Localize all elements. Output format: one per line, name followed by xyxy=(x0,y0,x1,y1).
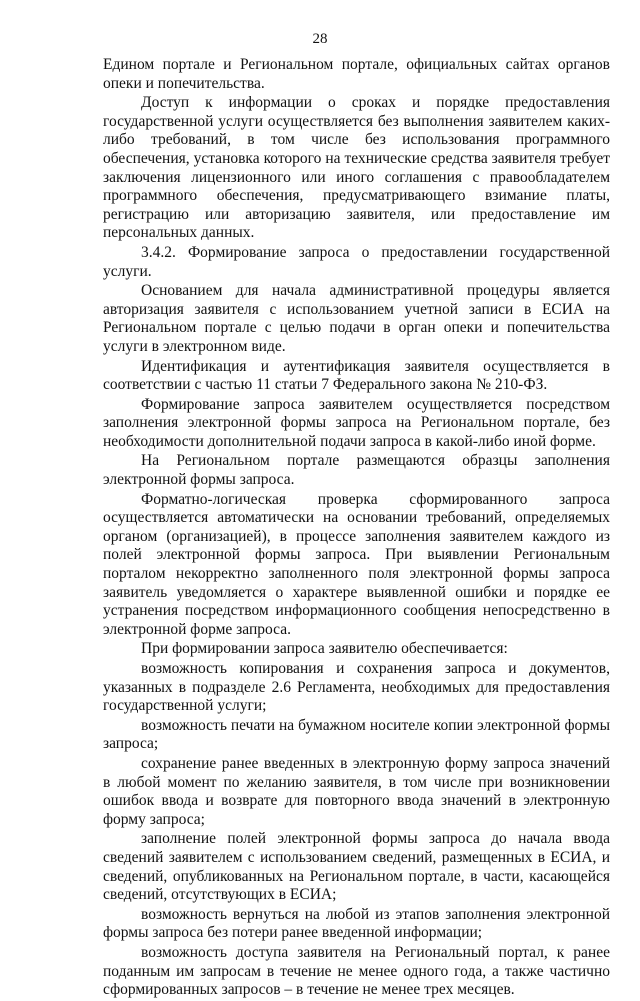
paragraph: На Региональном портале размещаются образцы заполнения электронной формы запроса. xyxy=(103,452,610,489)
section-heading: 3.4.2. Формирование запроса о предоставлении государственной услуги. xyxy=(103,243,610,280)
list-item: возможность копирования и сохранения запроса и документов, указанных в подразделе 2.6 Регламента, необходимых для предоставления государственной услуги; xyxy=(103,660,610,715)
list-item: возможность печати на бумажном носителе копии электронной формы запроса; xyxy=(103,716,610,753)
list-item: возможность доступа заявителя на Региональный портал, к ранее поданным им запросам в течение не менее одного года, а также частично сформированных запросов – в течение не менее трех месяцев. xyxy=(103,943,610,999)
list-item: заполнение полей электронной формы запроса до начала ввода сведений заявителем с использованием сведений, размещенных в ЕСИА, и сведений, опубликованных на Региональном портале, в части, касающейся сведений, отсутствующих в ЕСИА; xyxy=(103,830,610,904)
paragraph: При формировании запроса заявителю обеспечивается: xyxy=(141,640,508,658)
paragraph: Идентификация и аутентификация заявителя осуществляется в соответствии с частью 11 статьи 7 Федерального закона № 210-ФЗ. xyxy=(103,357,610,394)
paragraph: Едином портале и Региональном портале, официальных сайтах органов опеки и попечительства. xyxy=(103,56,610,92)
page-number: 28 xyxy=(312,31,328,47)
list-item: сохранение ранее введенных в электронную форму запроса значений в любой момент по желанию заявителя, в том числе при возникновении ошибок ввода и возврате для повторного ввода значений в электронную форму запроса; xyxy=(103,754,610,828)
paragraph: Доступ к информации о сроках и порядке предоставления государственной услуги осуществляется без выполнения заявителем каких-либо требований, в том числе без использования программного обеспечения, установка которого на технические средства заявителя требует заключения лицензионного или иного соглашения с правообладателем программного обеспечения, предусматривающего взимание платы, регистрацию или авторизацию заявителя, или предоставление им персональных данных. xyxy=(103,94,610,242)
body-text xyxy=(103,56,610,1001)
list-item: возможность вернуться на любой из этапов заполнения электронной формы запроса без потери ранее введенной информации; xyxy=(103,905,610,942)
paragraph: Основанием для начала административной процедуры является авторизация заявителя с использованием учетной записи в ЕСИА на Региональном портале с целью подачи в орган опеки и попечительства услуги в электронном виде. xyxy=(103,282,610,355)
paragraph: Формирование запроса заявителем осуществляется посредством заполнения электронной формы запроса на Региональном портале, без необходимости дополнительной подачи запроса в какой-либо иной форме. xyxy=(103,395,610,450)
paragraph: Форматно-логическая проверка сформированного запроса осуществляется автоматически на основании требований, определяемых органом (организацией), в процессе заполнения заявителем каждого из полей электронной формы запроса. При выявлении Региональным порталом некорректно заполненного поля электронной формы запроса заявитель уведомляется о характере выявленной ошибки и порядке ее устранения посредством информационного сообщения непосредственно в электронной форме запроса. xyxy=(103,490,610,638)
